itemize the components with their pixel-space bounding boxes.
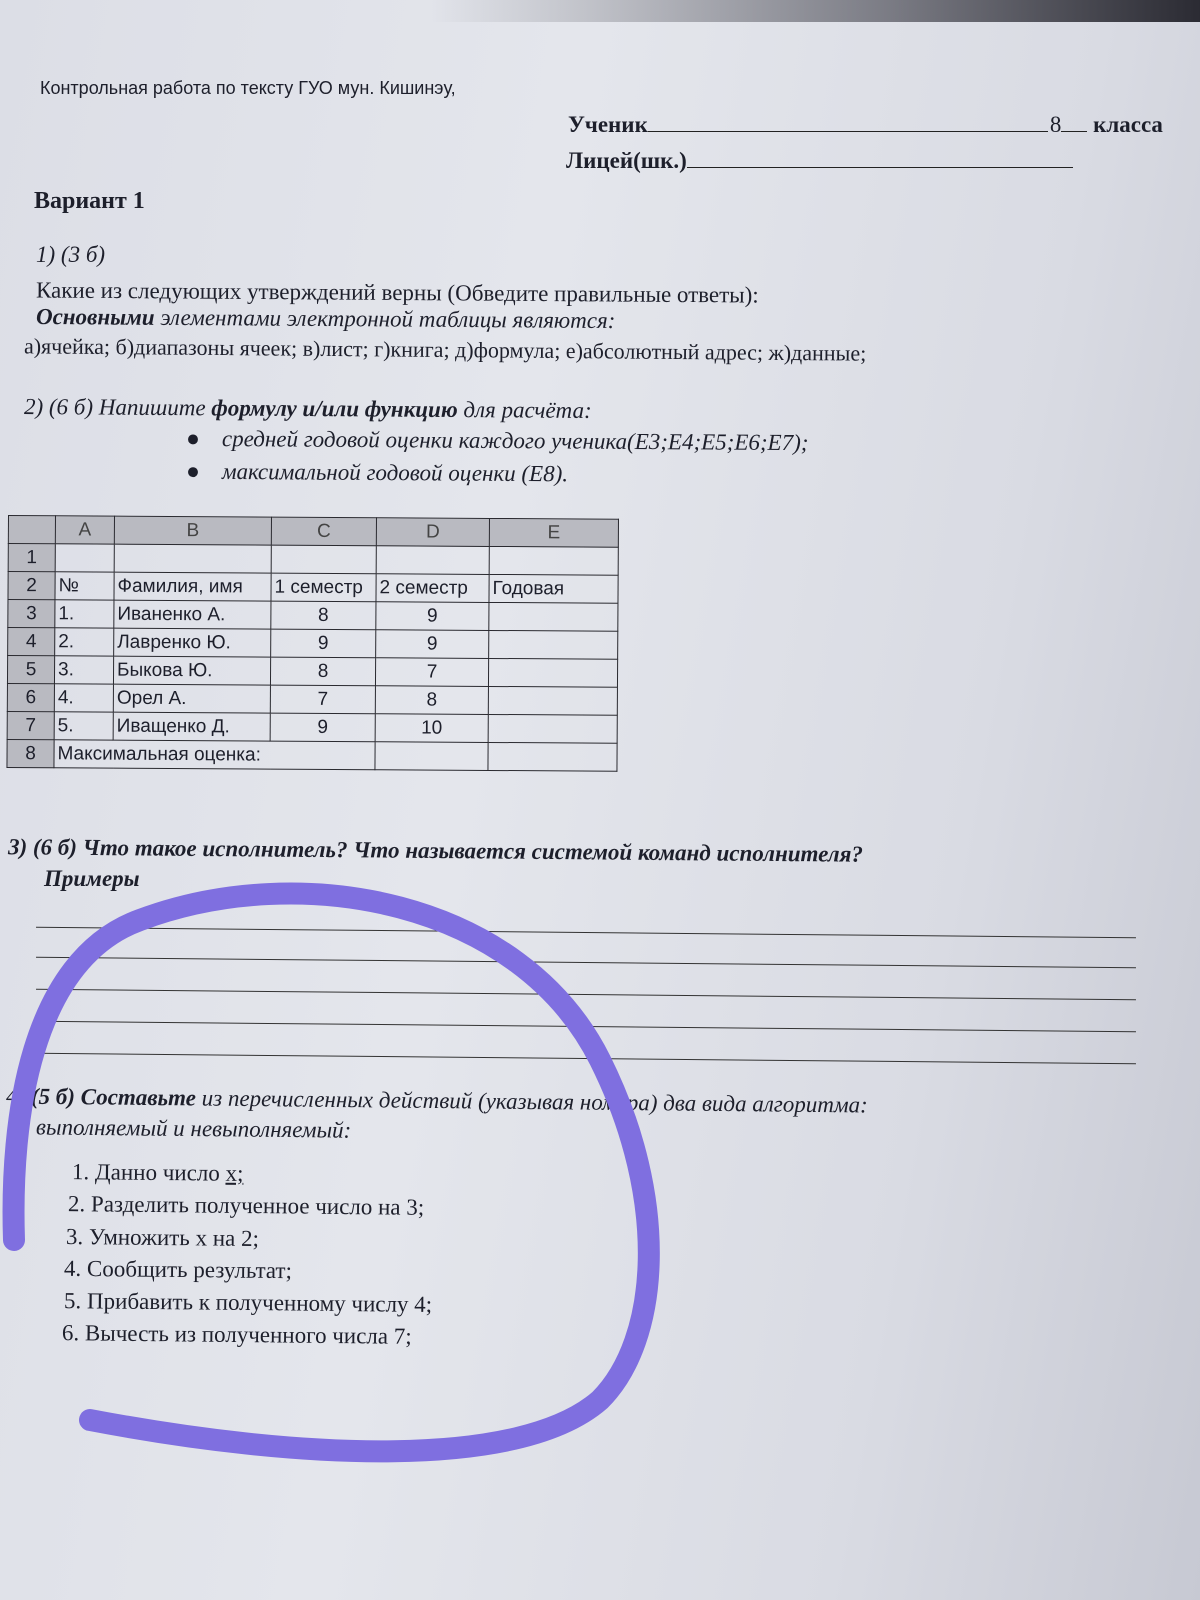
cell-num: 1. <box>55 600 114 628</box>
answer-line <box>36 957 1136 969</box>
q2-head-bold: формулу и/или функцию <box>211 395 458 423</box>
q2-bullet-text: средней годовой оценки каждого ученика(E3;E4;E5;E6;E7); <box>221 426 809 456</box>
cell-annual <box>489 602 618 631</box>
cell <box>489 546 618 575</box>
step-3: 3. Умножить x на 2; <box>65 1223 260 1252</box>
spreadsheet-table <box>6 515 619 772</box>
row-number: 3 <box>8 600 55 628</box>
q2-bullet-1 <box>186 426 809 456</box>
table-row <box>7 739 617 771</box>
row-number: 2 <box>8 572 55 600</box>
q4-subheading: выполняемый и невыполняемый: <box>35 1114 352 1143</box>
cell-s1: 7 <box>270 685 375 714</box>
row-number: 6 <box>7 683 54 711</box>
grade-value: 8 <box>1049 112 1062 137</box>
cell-s1: 9 <box>270 713 375 742</box>
step-4: 4. Сообщить результат; <box>63 1255 293 1284</box>
cell <box>55 544 114 572</box>
col-header-d: D <box>376 518 489 547</box>
cell-num: 4. <box>54 684 113 712</box>
col-header-c: C <box>271 517 376 546</box>
q4-heading <box>6 1083 868 1118</box>
q4-bold: (5 б) Составьте <box>30 1083 197 1111</box>
q2-head-b: для расчёта: <box>457 397 592 423</box>
cell-annual <box>488 686 617 715</box>
q2-head-a: Напишите <box>98 394 212 421</box>
step-2: 2. Разделить полученное число на 3; <box>67 1191 425 1220</box>
header-cell: 1 семестр <box>271 573 376 602</box>
column-header-row <box>8 516 618 548</box>
q2-bullet-2 <box>186 459 568 488</box>
col-header-a: A <box>55 516 114 544</box>
cell-s2: 7 <box>375 658 488 687</box>
answer-line <box>36 989 1136 1001</box>
row-number: 5 <box>7 656 54 684</box>
table-row <box>8 628 618 660</box>
table-row <box>7 711 617 743</box>
student-name-blank <box>648 113 1048 132</box>
student-label: Ученик <box>568 112 648 137</box>
cell-max <box>488 742 617 771</box>
cell-num: 2. <box>55 628 114 656</box>
header-cell: № <box>55 572 114 600</box>
test-header: Контрольная работа по тексту ГУО мун. Кишинэу, <box>40 78 456 98</box>
grade-blank <box>1061 113 1087 132</box>
q4-number: 4) <box>5 1083 26 1109</box>
cell-s1: 8 <box>271 601 376 630</box>
q3-question: 3) (6 б) Что такое исполнитель? Что называется системой команд исполнителя? <box>7 834 864 867</box>
school-field <box>566 148 1073 174</box>
bullet-icon: ● <box>185 425 201 451</box>
table-row <box>8 544 618 576</box>
header-cell: Фамилия, имя <box>114 572 271 601</box>
school-blank <box>687 149 1073 168</box>
row-number: 7 <box>7 711 54 739</box>
answer-line <box>36 1021 1136 1033</box>
cell-annual <box>488 714 617 743</box>
q2-number: 2) (6 б) <box>23 394 99 420</box>
cell <box>114 544 271 573</box>
step-text: 1. Данно число <box>71 1159 226 1186</box>
cell-annual <box>488 658 617 687</box>
grade-label: класса <box>1093 112 1163 137</box>
cell-name: Лавренко Ю. <box>114 628 271 657</box>
row-number: 8 <box>7 739 54 767</box>
q2-heading <box>24 394 592 424</box>
cell <box>376 546 489 575</box>
row-number: 1 <box>8 544 55 572</box>
cell <box>271 545 376 574</box>
step-5: 5. Прибавить к полученному числу 4; <box>63 1288 433 1317</box>
background-edge <box>430 0 1200 22</box>
cell-s2: 10 <box>375 714 488 743</box>
cell-num: 5. <box>54 712 113 740</box>
header-cell: 2 семестр <box>376 574 489 603</box>
cell-num: 3. <box>54 656 113 684</box>
step-6: 6. Вычесть из полученного числа 7; <box>61 1320 412 1349</box>
table-row <box>7 683 617 715</box>
cell-name: Иващенко Д. <box>113 712 270 741</box>
cell-name: Иваненко А. <box>114 600 271 629</box>
step-1 <box>72 1159 244 1187</box>
cell-annual <box>489 630 618 659</box>
q1-text: Какие из следующих утверждений верны (Обведите правильные ответы): <box>35 277 759 308</box>
max-label-cell: Максимальная оценка: <box>54 740 375 770</box>
q4-rest: из перечисленных действий (указывая номера) два вида алгоритма: <box>195 1085 868 1118</box>
header-cell: Годовая <box>489 574 618 603</box>
col-header-b: B <box>114 516 271 545</box>
table-row <box>7 656 617 688</box>
cell-s2: 9 <box>376 602 489 631</box>
cell-s2: 8 <box>375 686 488 715</box>
q3-examples: Примеры <box>44 866 140 891</box>
corner-cell <box>8 516 55 544</box>
school-label: Лицей(шк.) <box>566 148 687 173</box>
step-variable: x; <box>225 1160 244 1186</box>
cell-s1: 9 <box>271 629 376 658</box>
col-header-e: E <box>489 518 618 547</box>
variant-title: Вариант 1 <box>34 188 145 214</box>
row-number: 4 <box>8 628 55 656</box>
answer-line <box>36 1053 1136 1065</box>
table-row <box>8 600 618 632</box>
table-row <box>8 572 618 604</box>
cell <box>375 742 488 771</box>
q2-bullet-text: максимальной годовой оценки (E8). <box>221 458 569 487</box>
cell-name: Орел А. <box>113 684 270 713</box>
bullet-icon: ● <box>185 458 201 484</box>
q1-sub-bold: Основными <box>35 303 155 330</box>
cell-name: Быкова Ю. <box>113 656 270 685</box>
cell-s1: 8 <box>270 657 375 686</box>
q1-sub-rest: элементами электронной таблицы являются: <box>154 304 616 334</box>
cell-s2: 9 <box>376 630 489 659</box>
answer-line <box>36 927 1136 939</box>
q1-options: а)ячейка; б)диапазоны ячеек; в)лист; г)книга; д)формула; е)абсолютный адрес; ж)данные; <box>23 333 867 366</box>
q1-number: 1) (3 б) <box>36 242 106 267</box>
q1-subtitle <box>36 304 616 334</box>
student-field <box>568 112 1163 138</box>
